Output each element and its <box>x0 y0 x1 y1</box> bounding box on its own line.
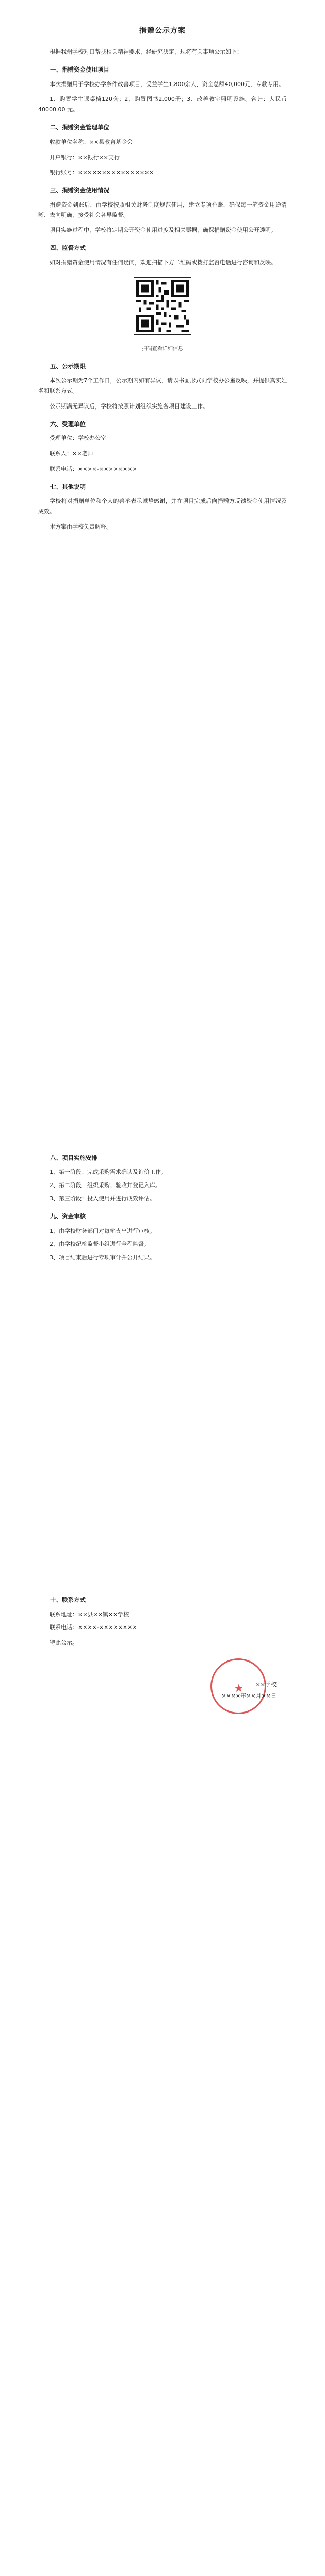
section-paragraph: 联系电话：××××-×××××××× <box>50 465 137 472</box>
section-heading: 六、受理单位 <box>50 420 86 428</box>
section-4 <box>38 243 287 267</box>
section-list <box>38 1226 287 1263</box>
list-item: 3、项目结束后进行专项审计并公开结果。 <box>50 1254 155 1261</box>
section-heading: 四、监督方式 <box>50 244 86 252</box>
section-8 <box>38 1153 287 1204</box>
section-heading: 二、捐赠资金管理单位 <box>50 124 109 131</box>
section-paragraph: 学校将对捐赠单位和个人的善举表示诚挚感谢，并在项目完成后向捐赠方反馈资金使用情况及成效。 <box>38 498 287 515</box>
section-heading: 五、公示期限 <box>50 362 86 370</box>
section-paragraph: 1、购置学生课桌椅120套；2、购置图书2,000册；3、改善教室照明设施。合计：人民币 40000.00 元。 <box>38 96 287 113</box>
section-paragraph: 捐赠资金到账后，由学校按照相关财务制度规范使用，建立专项台账，确保每一笔资金用途清晰、去向明确，接受社会各界监督。 <box>38 201 287 218</box>
section-7 <box>38 482 287 532</box>
section-heading: 七、其他说明 <box>50 483 86 490</box>
page-spacer <box>38 1268 287 1587</box>
qr-code-icon[interactable] <box>134 277 191 335</box>
section-3 <box>38 185 287 235</box>
section-list <box>38 1609 287 1633</box>
section-paragraph: 如对捐赠资金使用情况有任何疑问，欢迎扫描下方二维码或拨打监督电话进行咨询和反映。 <box>50 259 277 266</box>
list-item: 1、由学校财务部门对每笔支出进行审核。 <box>50 1227 155 1234</box>
section-paragraph: 项目实施过程中，学校将定期公开资金使用进度及相关票据，确保捐赠资金使用公开透明。 <box>50 227 277 234</box>
list-item: 联系电话：××××-×××××××× <box>50 1624 137 1631</box>
seal-star-icon: ★ <box>234 1682 244 1695</box>
section-list <box>38 1167 287 1204</box>
qr-caption: 扫码查看详细信息 <box>142 346 183 352</box>
section-paragraph: 受理单位：学校办公室 <box>50 435 106 442</box>
section-5 <box>38 361 287 412</box>
signature-date: ××××年××月××日 <box>221 1692 277 1699</box>
section-paragraph: 收款单位名称：××县教育基金会 <box>50 138 133 145</box>
list-item: 3、第三阶段：投入使用并进行成效评估。 <box>50 1195 155 1202</box>
section-heading: 八、项目实施安排 <box>50 1154 98 1161</box>
section-heading: 一、捐赠资金使用项目 <box>50 65 109 73</box>
section-paragraph: 本次捐赠用于学校办学条件改善项目，受益学生1,800余人，资金总额40,000元，专款专用。 <box>50 80 284 88</box>
closing-text: 特此公示。 <box>50 1639 78 1647</box>
section-heading: 十、联系方式 <box>50 1596 86 1603</box>
section-9 <box>38 1211 287 1263</box>
section-paragraph: 银行账号：×××××××××××××××× <box>50 169 154 176</box>
list-item: 2、第二阶段：组织采购、验收并登记入库。 <box>50 1182 161 1189</box>
signature-org: ××学校 <box>255 1681 277 1688</box>
section-paragraph: 公示期满无异议后，学校将按照计划组织实施各项目建设工作。 <box>50 402 208 410</box>
section-heading: 九、资金审核 <box>50 1212 86 1220</box>
page-spacer <box>38 537 287 1145</box>
intro-paragraph: 根据我州学校对口帮扶相关精神要求，经研究决定，现将有关事项公示如下： <box>50 48 242 56</box>
section-paragraph: 开户银行：××银行××支行 <box>50 154 120 161</box>
section-1 <box>38 64 287 115</box>
section-6 <box>38 419 287 474</box>
section-10 <box>38 1595 287 1633</box>
list-item: 1、第一阶段：完成采购需求确认及询价工作。 <box>50 1168 167 1176</box>
list-item: 2、由学校纪检监督小组进行全程监督。 <box>50 1241 150 1248</box>
section-heading: 三、捐赠资金使用情况 <box>50 187 109 194</box>
qr-code-wrap <box>38 277 287 338</box>
section-2 <box>38 122 287 178</box>
list-item: 联系地址：××县××镇××学校 <box>50 1611 129 1618</box>
document-title: 捐赠公示方案 <box>139 27 186 35</box>
section-paragraph: 本次公示期为7个工作日，公示期内如有异议，请以书面形式向学校办公室反映，并提供真实姓名和联系方式。 <box>38 377 287 394</box>
signature-block <box>38 1658 287 1736</box>
section-paragraph: 本方案由学校负责解释。 <box>50 523 112 530</box>
section-paragraph: 联系人：××老师 <box>50 450 93 457</box>
signature-text <box>221 1679 277 1702</box>
